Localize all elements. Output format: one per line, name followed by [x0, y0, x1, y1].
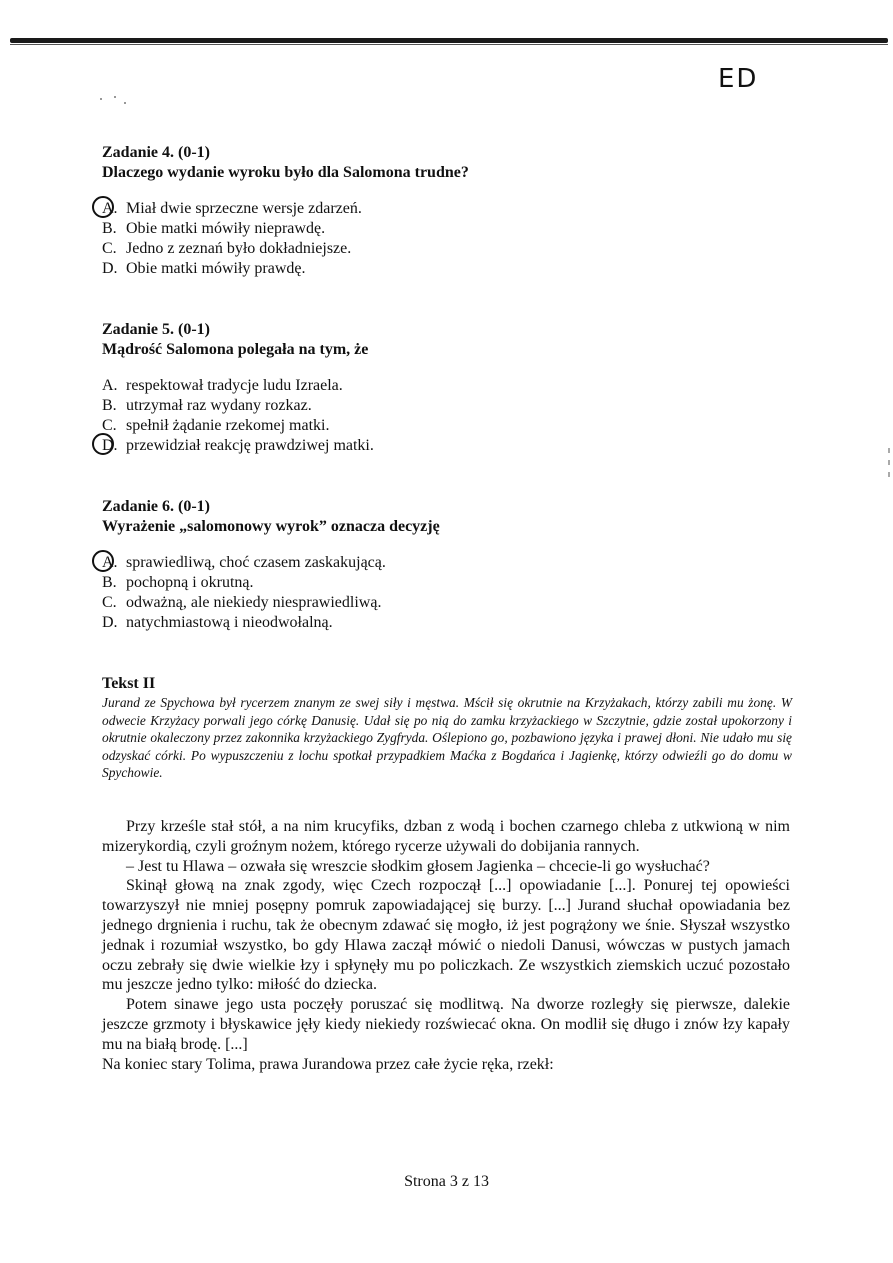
option-d[interactable]: D. przewidział reakcję prawdziwej matki. — [102, 436, 374, 456]
task-title: Zadanie 5. (0-1) — [102, 321, 210, 338]
option-c[interactable]: C. spełnił żądanie rzekomej matki. — [102, 417, 330, 434]
task-6 — [102, 497, 440, 633]
header-rule — [10, 38, 888, 43]
task-question: Dlaczego wydanie wyroku było dla Salomona trudne? — [102, 164, 469, 181]
task-5 — [102, 320, 374, 456]
task-question: Mądrość Salomona polegała na tym, że — [102, 341, 369, 358]
section-heading: Tekst II — [102, 675, 156, 692]
answer-circle-icon — [92, 550, 114, 572]
option-b[interactable]: B. pochopną i okrutną. — [102, 574, 254, 591]
paragraph: Potem sinawe jego usta poczęły poruszać się modlitwą. Na dworze rozległy się pierwsze, dalekie jeszcze grzmoty i błyskawice jęły kiedy niekiedy rozświecać okna. On modlił się długo i znów łzy kapały mu na białą brodę. [...] — [102, 996, 790, 1053]
answer-circle-icon — [92, 196, 114, 218]
handwritten-mark: ED — [718, 64, 759, 94]
option-a[interactable]: A. respektował tradycje ludu Izraela. — [102, 377, 343, 394]
options-list — [102, 553, 440, 633]
option-d[interactable]: D. Obie matki mówiły prawdę. — [102, 260, 306, 277]
task-question: Wyrażenie „salomonowy wyrok” oznacza decyzję — [102, 518, 440, 535]
header-rule-thin — [10, 44, 888, 45]
option-d[interactable]: D. natychmiastową i nieodwołalną. — [102, 614, 333, 631]
option-c[interactable]: C. odważną, ale niekiedy niesprawiedliwą. — [102, 594, 382, 611]
scan-edge-marks — [888, 448, 891, 484]
paragraph: – Jest tu Hlawa – ozwała się wreszcie słodkim głosem Jagienka – chcecie-li go wysłuchać? — [126, 857, 710, 875]
text-ii-section — [102, 674, 792, 782]
paragraph: Przy krześle stał stół, a na nim krucyfiks, dzban z wodą i bochen czarnego chleba z utkwioną w nim mizerykordią, czyli groźnym nożem, którego rycerze używali do dobijania rannych. — [102, 818, 790, 855]
answer-circle-icon — [92, 433, 114, 455]
scan-specks — [100, 96, 130, 106]
paragraph: Skinął głową na znak zgody, więc Czech rozpoczął [...] opowiadanie [...]. Ponurej tej opowieści towarzyszył nie mniej posępny pomruk zapowiadającej się burzy. [...] Jurand słuchał opowiadania bez jednego drgnienia i ruchu, tak że obecnym zdawać się mogło, iż jest pogrążony we śnie. Słyszał wszystko jednak i rozumiał wszystko, bo gdy Hlawa zaczął mówić o niedoli Danusi, wówczas w pustych jamach oczu zebrały się dwie wielkie łzy i spłynęły mu po policzkach. Ze wszystkich ziemskich uczuć pozostało mu jeszcze jedno tylko: miłość do dziecka. — [102, 877, 790, 994]
options-list — [102, 376, 374, 456]
option-a[interactable]: A. sprawiedliwą, choć czasem zaskakującą. — [102, 553, 440, 573]
excerpt-body — [102, 817, 790, 1074]
option-b[interactable]: B. utrzymał raz wydany rozkaz. — [102, 397, 312, 414]
paragraph-last: Na koniec stary Tolima, prawa Jurandowa przez całe życie ręka, rzekł: — [102, 1055, 554, 1073]
options-list — [102, 199, 469, 279]
option-b[interactable]: B. Obie matki mówiły nieprawdę. — [102, 220, 326, 237]
option-c[interactable]: C. Jedno z zeznań było dokładniejsze. — [102, 240, 352, 257]
task-title: Zadanie 4. (0-1) — [102, 144, 210, 161]
intro-summary: Jurand ze Spychowa był rycerzem znanym ze swej siły i męstwa. Mścił się okrutnie na Krzyżakach, którzy zabili mu żonę. W odwecie Krzyżacy porwali jego córkę Danusię. Udał się po nią do zamku krzyżackiego w Szczytnie, gdzie został upokorzony i okrutnie okaleczony przez zakonnika krzyżackiego Zygfryda. Oślepiono go, pozbawiono języka i prawej dłoni. Nie udało mu się odzyskać córki. Po wypuszczeniu z lochu spotkał przypadkiem Maćka z Bogdańca i Jagienkę, którzy odwieźli go do domu w Spychowie. — [102, 695, 792, 781]
option-a[interactable]: A. Miał dwie sprzeczne wersje zdarzeń. — [102, 199, 469, 219]
task-4 — [102, 143, 469, 279]
task-title: Zadanie 6. (0-1) — [102, 498, 210, 515]
page-number: Strona 3 z 13 — [404, 1173, 489, 1190]
